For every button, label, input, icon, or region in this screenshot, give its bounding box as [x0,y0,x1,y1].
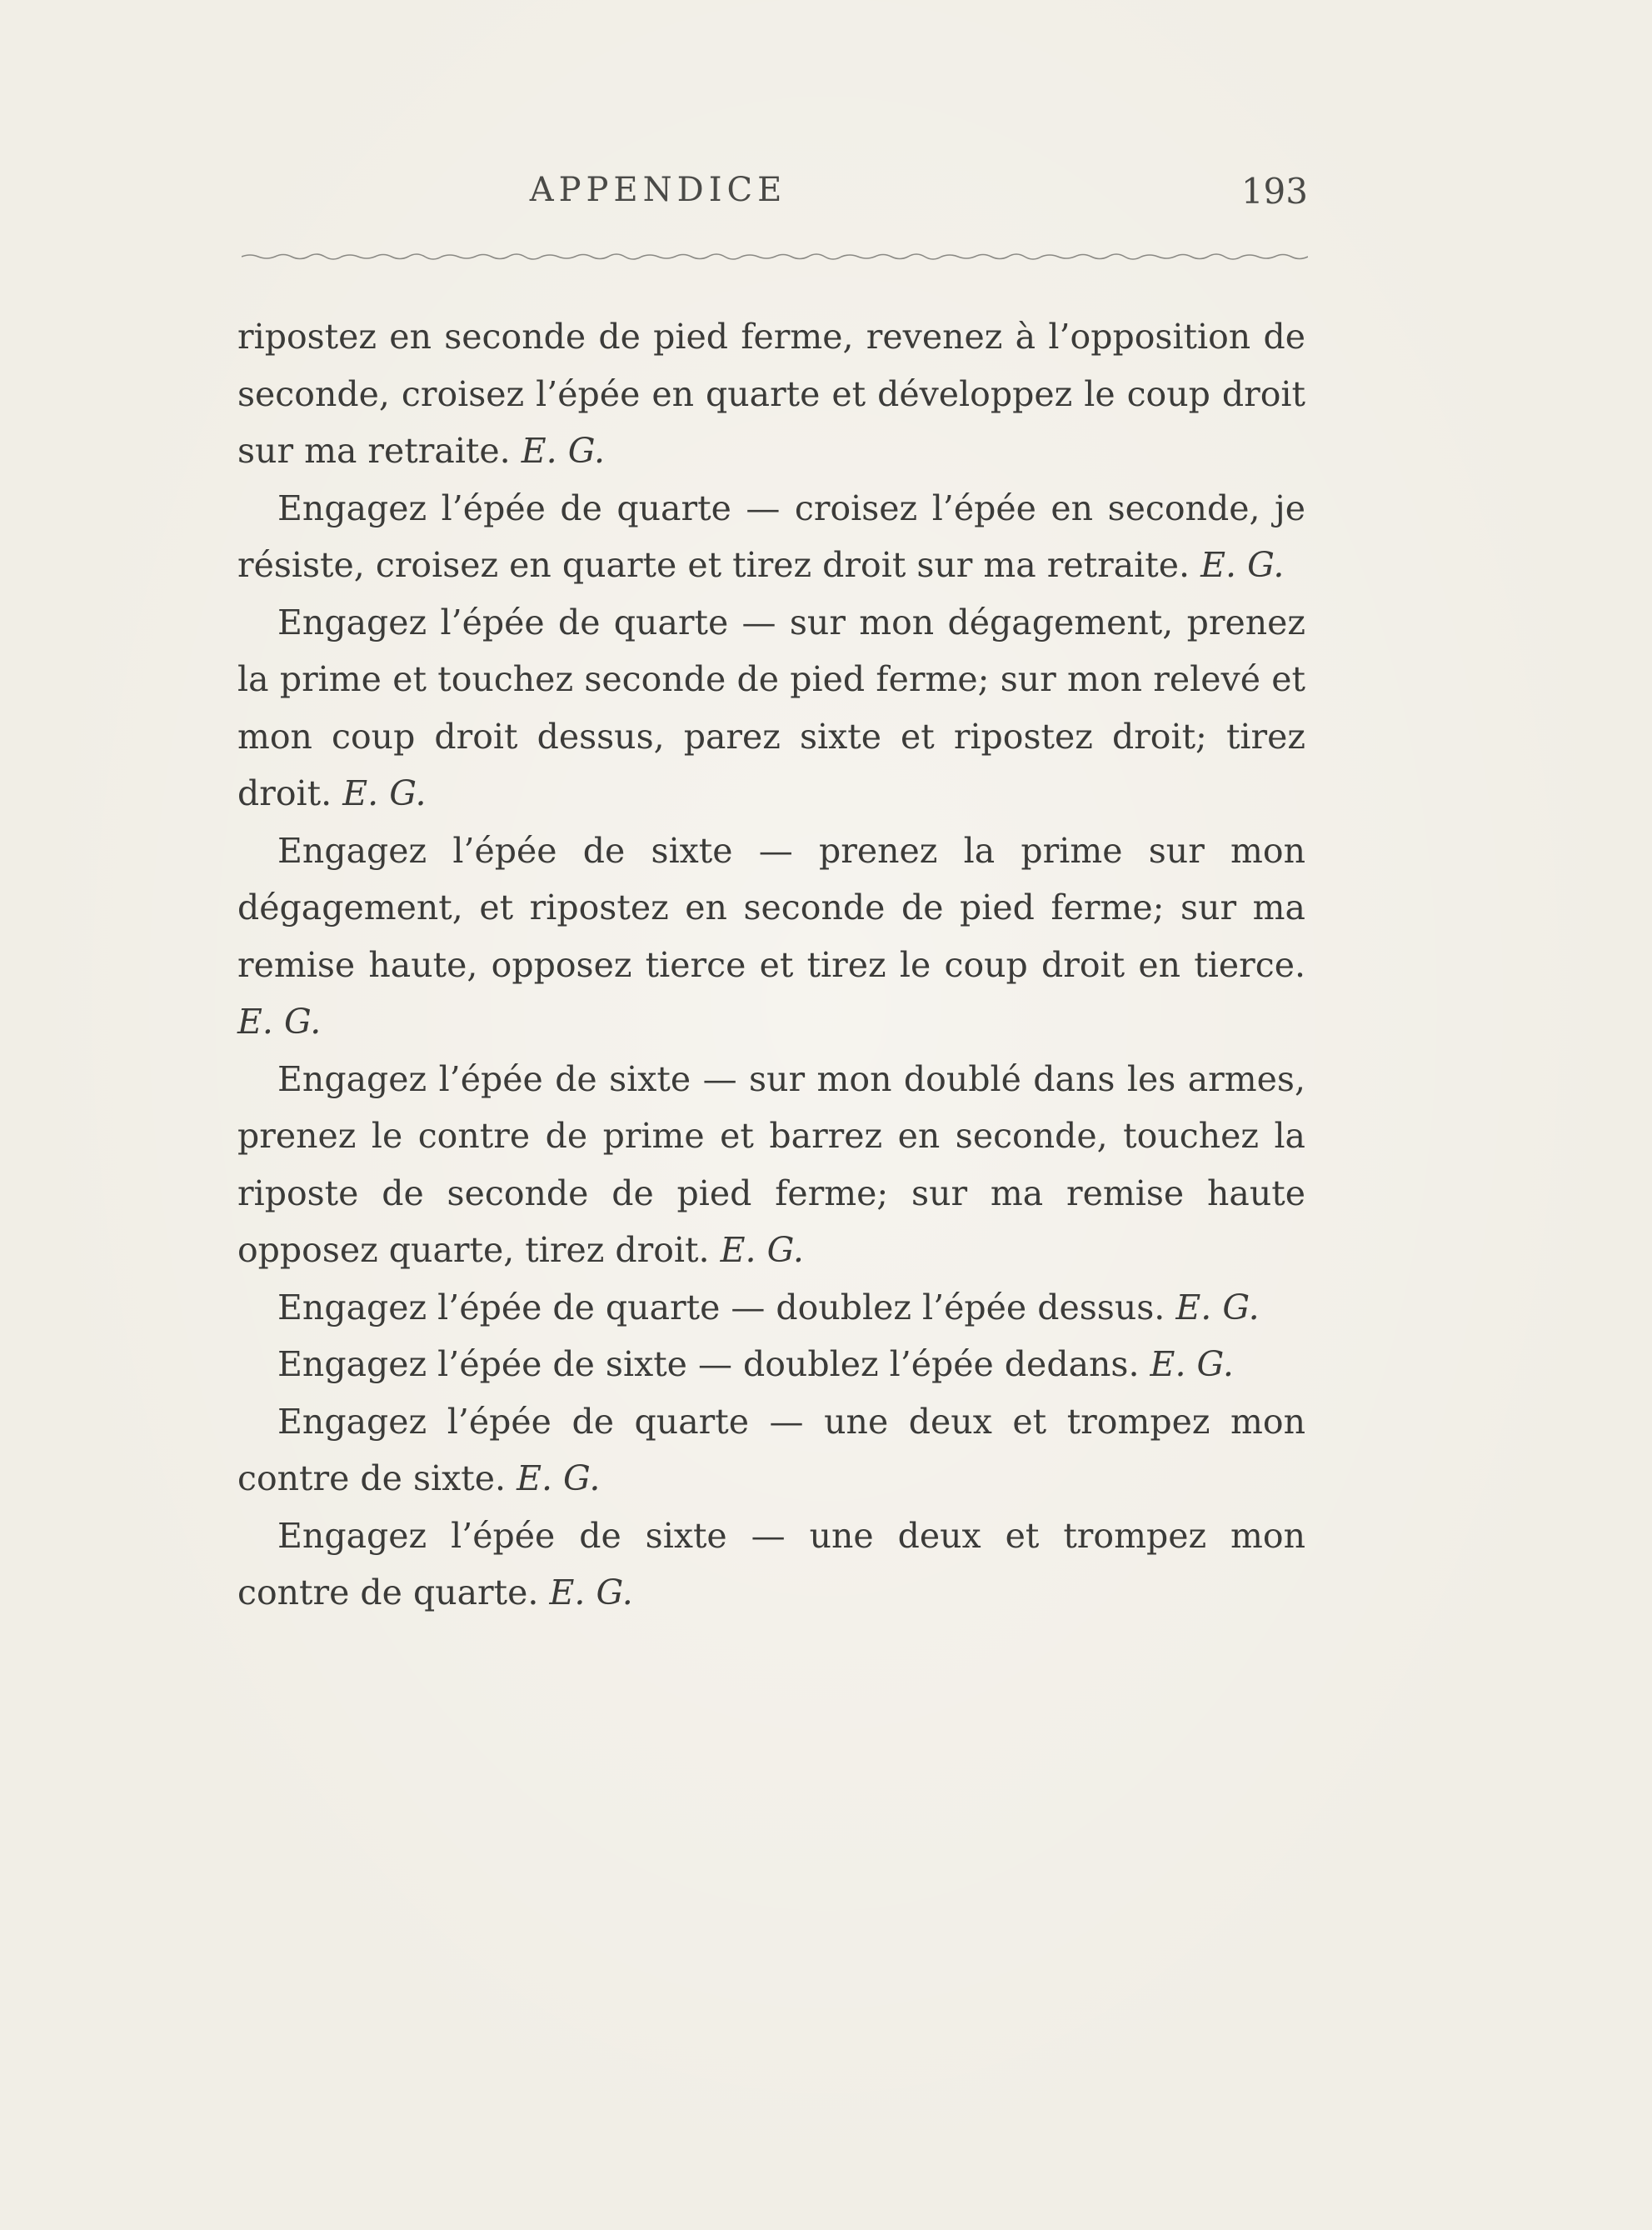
paragraph-8: Engagez l’épée de quarte — une deux et trompez mon contre de sixte. E. G. [237,1401,1305,1498]
signature-initials: E. G. [521,431,606,471]
signature-initials: E. G. [342,773,427,813]
signature-initials: E. G. [517,1458,601,1498]
paragraph-5: Engagez l’épée de sixte — sur mon doublé dans les armes, prenez le contre de prime et barrez en seconde, touchez la riposte de seconde de pied ferme; sur ma remise haute opposez quarte, tirez droit. E. G. [237,1058,1305,1270]
wavy-rule-ornament [242,247,1308,267]
paragraph-2: Engagez l’épée de quarte — croisez l’épée en seconde, je résiste, croisez en quarte et tirez droit sur ma retraite. E. G. [237,488,1305,585]
signature-initials: E. G. [237,1002,322,1042]
paragraph-1: ripostez en seconde de pied ferme, revenez à l’opposition de seconde, croisez l’épée en quarte et développez le coup droit sur ma retraite. E. G. [237,317,1305,471]
running-title: APPENDICE [529,171,787,209]
signature-initials: E. G. [720,1230,804,1270]
paragraph-9: Engagez l’épée de sixte — une deux et trompez mon contre de quarte. E. G. [237,1515,1305,1612]
running-head [242,171,1308,221]
paragraph-4: Engagez l’épée de sixte — prenez la prime sur mon dégagement, et ripostez en seconde de pied ferme; sur ma remise haute, opposez tierce et tirez le coup droit en tierce. E. G. [237,830,1305,1042]
signature-initials: E. G. [1175,1287,1260,1328]
signature-initials: E. G. [549,1572,633,1612]
paragraph-6: Engagez l’épée de quarte — doublez l’épée dessus. E. G. [277,1287,1260,1328]
paragraph-7: Engagez l’épée de sixte — doublez l’épée dedans. E. G. [277,1344,1234,1384]
paragraph-3: Engagez l’épée de quarte — sur mon dégagement, prenez la prime et touchez seconde de pied ferme; sur mon relevé et mon coup droit dessus, parez sixte et ripostez droit; tirez droit. E. G. [237,602,1305,813]
page-number: 193 [1240,171,1308,212]
body-text [237,308,1305,1622]
signature-initials: E. G. [1150,1344,1234,1384]
signature-initials: E. G. [1200,545,1285,585]
